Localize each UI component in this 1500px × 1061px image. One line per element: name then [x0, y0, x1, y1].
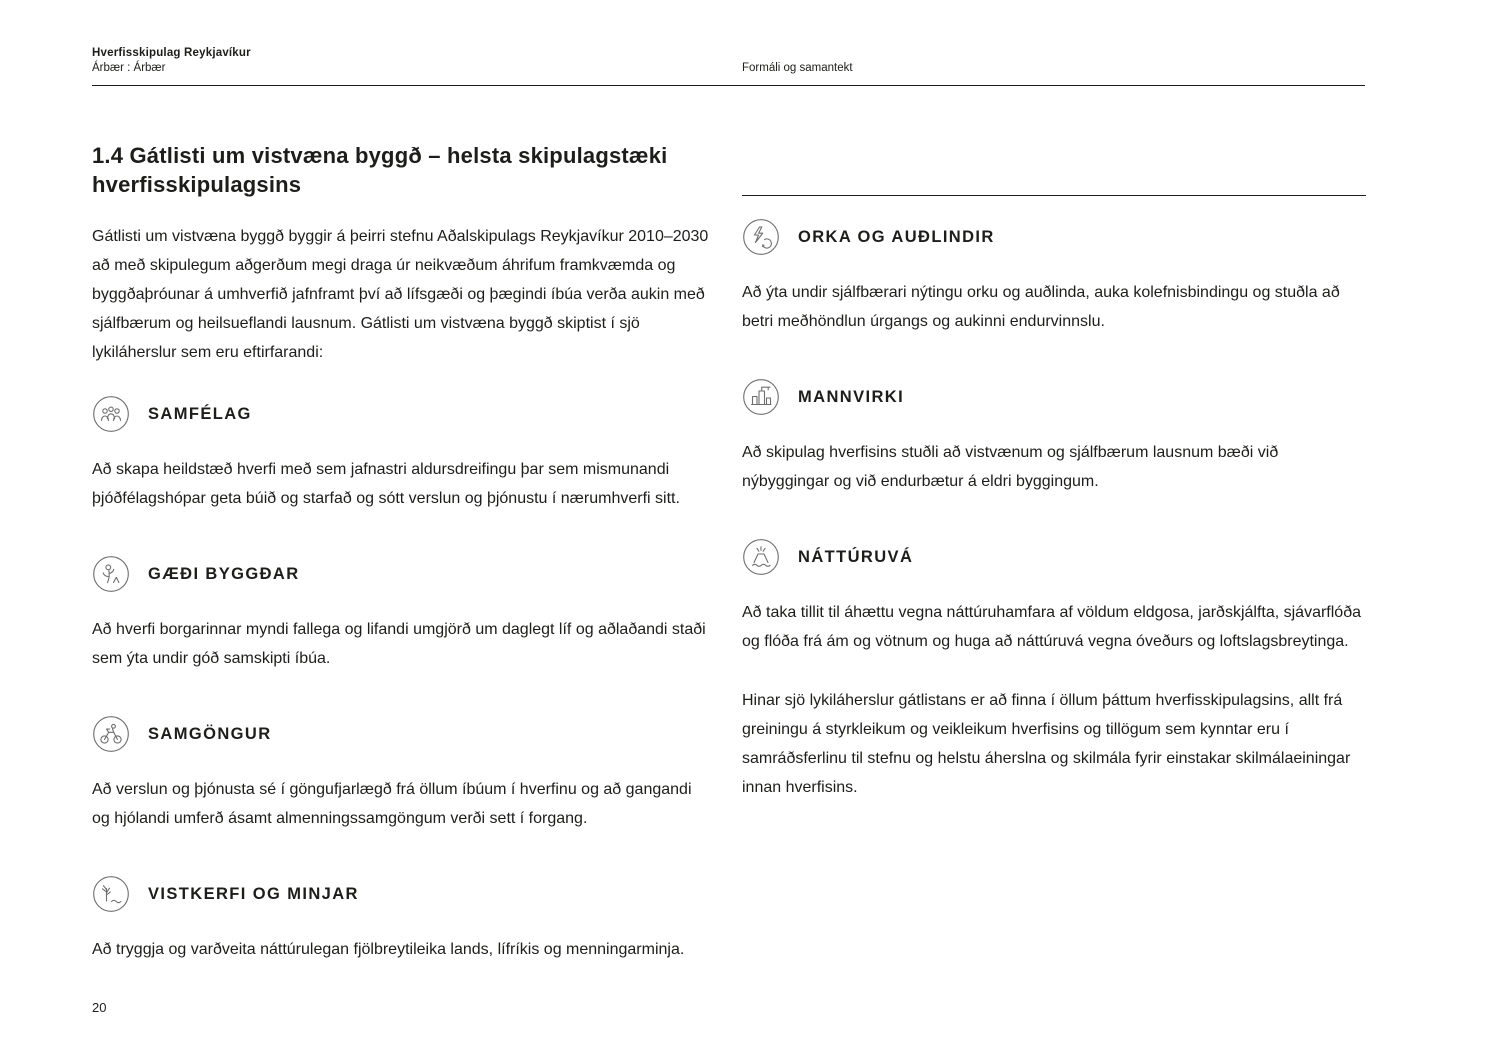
section-heading-row [92, 555, 712, 593]
left-column [92, 222, 712, 964]
energy-icon [742, 218, 780, 256]
page-header [92, 47, 251, 74]
section-mannvirki [742, 378, 1366, 496]
right-column [742, 195, 1366, 802]
section-text: Að ýta undir sjálfbærari nýtingu orku og auðlinda, auka kolefnisbindingu og stuðla að betri meðhöndlun úrgangs og aukinni endurvinnslu. [742, 284, 1340, 330]
section-text: Að taka tillit til áhættu vegna náttúruhamfara af völdum eldgosa, jarðskjálfta, sjávarflóða og flóða frá ám og vötnum og huga að náttúruvá vegna óveðurs og loftslagsbreytinga. [742, 604, 1361, 650]
section-text: Að skipulag hverfisins stuðli að vistvænum og sjálfbærum lausnum bæði við nýbyggingar og við endurbætur á eldri byggingum. [742, 444, 1279, 490]
quality-flower-icon [92, 555, 130, 593]
nature-tree-icon [92, 875, 130, 913]
header-section-label: Formáli og samantekt [742, 62, 853, 74]
section-natturuva [742, 538, 1366, 656]
section-title: NÁTTÚRUVÁ [798, 547, 914, 566]
section-title: MANNVIRKI [798, 387, 905, 406]
cyclist-icon [92, 715, 130, 753]
section-title: SAMFÉLAG [148, 404, 252, 423]
section-gaedi-byggdar [92, 555, 712, 673]
section-heading-row [92, 875, 712, 913]
community-people-icon [92, 395, 130, 433]
natural-hazard-icon [742, 538, 780, 576]
buildings-crane-icon [742, 378, 780, 416]
intro-paragraph: Gátlisti um vistvæna byggð byggir á þeirri stefnu Aðalskipulags Reykjavíkur 2010–2030 að með skipulegum aðgerðum megi draga úr neikvæðum áhrifum framkvæmda og byggðaþróunar á umhverfið jafnframt því að lífsgæði og þægindi íbúa verða aukin með sjálfbærum og heilsueflandi lausnum. Gátlisti um vistvæna byggð skiptist í sjö lykiláherslur sem eru eftirfarandi: [92, 228, 709, 361]
header-divider [92, 85, 1365, 86]
section-samfelag [92, 395, 712, 513]
section-text: Að verslun og þjónusta sé í göngufjarlægð frá öllum íbúum í hverfinu og að gangandi og hjólandi umferð ásamt almenningssamgöngum verði sett í forgang. [92, 781, 692, 827]
section-heading-row [92, 395, 712, 433]
section-samgongur [92, 715, 712, 833]
section-title: SAMGÖNGUR [148, 724, 272, 743]
section-title: GÆÐI BYGGÐAR [148, 564, 300, 583]
section-vistkerfi-og-minjar [92, 875, 712, 964]
section-heading-row [92, 715, 712, 753]
section-orka-og-audlindir [742, 218, 1366, 336]
document-title: Hverfisskipulag Reykjavíkur [92, 47, 251, 59]
closing-paragraph: Hinar sjö lykiláherslur gátlistans er að finna í öllum þáttum hverfisskipulagsins, allt frá greiningu á styrkleikum og veikleikum hverfisins og tillögum sem kynntar eru í samráðsferlinu til stefnu og helstu áherslna og skilmála fyrir einstakar skilmálaeiningar innan hverfisins. [742, 692, 1351, 796]
page-number: 20 [92, 1000, 107, 1015]
section-heading-row [742, 218, 1366, 256]
page-title: 1.4 Gátlisti um vistvæna byggð – helsta skipulagstæki hverfisskipulagsins [92, 143, 668, 197]
section-heading-row [742, 538, 1366, 576]
section-text: Að skapa heildstæð hverfi með sem jafnastri aldursdreifingu þar sem mismunandi þjóðfélagshópar geta búið og starfað og sótt verslun og þjónustu í nærumhverfi sitt. [92, 461, 680, 507]
section-title: ORKA OG AUÐLINDIR [798, 227, 995, 246]
section-text: Að tryggja og varðveita náttúrulegan fjölbreytileika lands, lífríkis og menningarminja. [92, 941, 685, 958]
section-heading-row [742, 378, 1366, 416]
document-subtitle: Árbær : Árbær [92, 62, 166, 74]
section-title: VISTKERFI OG MINJAR [148, 884, 359, 903]
right-column-divider [742, 195, 1366, 196]
section-text: Að hverfi borgarinnar myndi fallega og lifandi umgjörð um daglegt líf og aðlaðandi staði sem ýta undir góð samskipti íbúa. [92, 621, 706, 667]
